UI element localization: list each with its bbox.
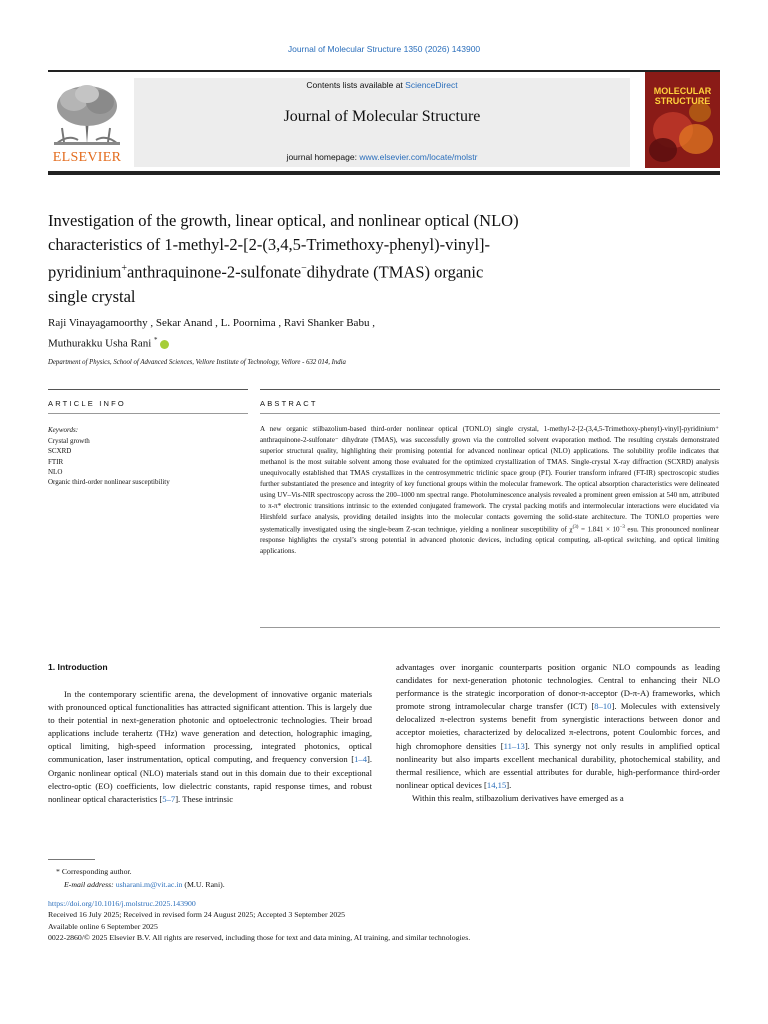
paragraph: Within this realm, stilbazolium derivatives have emerged as a [412, 792, 624, 803]
bibliographic-info [48, 898, 728, 943]
copyright: 0022-2860/© 2025 Elsevier B.V. All rights are reserved, including those for text and data mining, AI training, and similar technologies. [48, 932, 471, 942]
abstract-end-rule [260, 627, 720, 628]
keyword-item: Crystal growth [48, 437, 90, 445]
affiliation: Department of Physics, School of Advanced Sciences, Vellore Institute of Technology, Vellore - 632 014, India [48, 359, 346, 366]
cover-title: MOLECULAR STRUCTURE [653, 86, 712, 106]
abstract-heading: ABSTRACT [260, 399, 318, 408]
section-heading-introduction: 1. Introduction [48, 662, 108, 672]
corresponding-note: Corresponding author. [59, 867, 132, 876]
abstract-rule [260, 389, 720, 390]
authors-line1[interactable]: Raji Vinayagamoorthy , Sekar Anand , L. Poornima , Ravi Shanker Babu , [48, 317, 375, 329]
citation-link[interactable]: 1–4 [354, 754, 367, 765]
keyword-item: SCXRD [48, 447, 72, 456]
doi-link[interactable]: https://doi.org/10.1016/j.molstruc.2025.143900 [48, 899, 196, 908]
authors-line2[interactable]: Muthurakku Usha Rani [48, 337, 152, 350]
citation-link[interactable]: 8–10 [594, 701, 612, 712]
header-top-rule [48, 70, 720, 72]
journal-cover-image[interactable] [645, 72, 720, 168]
contents-line [134, 80, 630, 90]
keyword-item: Organic third-order nonlinear susceptibility [48, 478, 170, 487]
email-link[interactable]: usharani.m@vit.ac.in [115, 879, 183, 889]
author-list [48, 315, 648, 353]
keyword-item: NLO [48, 467, 63, 476]
orcid-icon[interactable] [160, 340, 169, 349]
homepage-link[interactable]: www.elsevier.com/locate/molstr [359, 152, 478, 162]
body-column-left: In the contemporary scientific arena, the development of innovative organic materials with pronounced optical functionalities has attracted significant attention. This is largely due to their potential in next-generation photonic and optoelectronic technologies. Their broad applications include terahertz (THz) wave generation and detection, holographic imaging, optical limiting, high-speed information processing, integrated photonics, optical communication, laser instrumentation, optical computing, and frequency conversion [1–4]. Organic nonlinear optical (NLO) materials stand out in this domain due to their exceptional electro-optic (EO) coefficients, low dielectric constants, rapid response times, and robust nonlinear optical characteristics [5–7]. These intrinsic [48, 689, 372, 804]
abstract-divider [260, 413, 720, 414]
journal-reference[interactable]: Journal of Molecular Structure 1350 (2026) 143900 [287, 44, 481, 54]
body-column-right: advantages over inorganic counterparts position organic NLO compounds as leading candidates for next-generation photonic technologies. Central to enhancing their NLO performance is the strategic incorporation of donor-π-acceptor (D-π-A) frameworks, which promote strong intramolecular charge transfer (ICT) [8–10]. Molecules with extensively delocalized π-electron systems benefit from synergistic interactions between donor and acceptor moieties, characterized by delocalized π-electrons, potent Coulombic forces, and high chromophore densities [11–13]. This synergy not only results in amplified optical nonlinearity but also imparts excellent mechanical durability, photochemical stability, and thermal resilience, which are essential attributes for durable, high-performance third-order nonlinear optical devices [14,15]. Within this realm, stilbazolium derivatives have emerged as a [396, 661, 720, 805]
keywords-list [48, 436, 170, 487]
footnotes: * Corresponding author. E-mail address: usharani.m@vit.ac.in (M.U. Rani). [56, 867, 225, 889]
journal-title: Journal of Molecular Structure [283, 108, 481, 125]
corresponding-mark[interactable]: * [154, 336, 158, 344]
citation-link[interactable]: 11–13 [503, 740, 525, 751]
elsevier-wordmark: ELSEVIER [52, 150, 122, 165]
citation-link[interactable]: 14,15 [486, 779, 507, 790]
article-title: Investigation of the growth, linear optical, and nonlinear optical (NLO) characteristics of 1-methyl-2-[2-(3,4,5-Trimethoxy-phenyl)-vinyl]- pyridinium+anthraquinone-2-sulfonate−dihydrate (TMAS) organic single crystal [48, 211, 519, 306]
article-info-divider [48, 413, 248, 414]
available-online: Available online 6 September 2025 [48, 921, 158, 931]
article-info-heading: ARTICLE INFO [48, 399, 126, 408]
homepage-line [134, 152, 630, 162]
abstract-text: A new organic stilbazolium-based third-order nonlinear optical (TONLO) single crystal, 1-methyl-2-[2-(3,4,5-Trimethoxy-phenyl)-vinyl]-pyridinium⁺ anthraquinone-2-sulfonate⁻ dihydrate (TMAS), was successfully grown via the controlled solvent evaporation method. The resulting crystals demonstrated superior structural quality, highlighting their promising potential for advanced nonlinear optical (NLO) applications. The solubility profile indicates that methanol is the most suitable solvent among those evaluated for the optimized crystallization of TMAS. Single-crystal X-ray diffraction (SCXRD) analysis unequivocally established that TMAS crystallizes in the centrosymmetric triclinic space group (P1̄). Fourier transform infrared (FT-IR) spectroscopic studies further substantiated the presence and integrity of key functional groups within the molecular framework. The optical absorption characteristics were delineated using UV–Vis-NIR spectroscopy across the 200–1000 nm spectral range. Photoluminescence analysis revealed a prominent green emission at 540 nm, attributed to π-π* electronic transitions intrinsic to the extended conjugated framework. The crystal packing motifs and intermolecular interactions were elucidated via Hirshfeld surface analysis, providing detailed insights into the molecular contacts governing the solid-state architecture. The TONLO properties were systematically investigated using the single-beam Z-scan technique, yielding a nonlinear susceptibility of $\chi^{(3)} = 1.841 \times 10^{-3}$ esu. This pronounced nonlinear response highlights the crystal’s strong potential in advanced photonic devices, including optical computing, all-optical switching, and optical limiting applications. [260, 425, 719, 555]
article-info-rule [48, 389, 248, 390]
sciencedirect-link[interactable]: ScienceDirect [405, 80, 458, 90]
citation-link[interactable]: 5–7 [162, 793, 176, 804]
homepage-prefix: journal homepage: [286, 152, 360, 162]
footnote-rule [48, 859, 95, 860]
received-dates: Received 16 July 2025; Received in revised form 24 August 2025; Accepted 3 September 2025 [48, 910, 346, 920]
header-bottom-rule [48, 171, 720, 175]
keywords-label: Keywords: [48, 426, 79, 434]
contents-prefix: Contents lists available at [306, 80, 406, 90]
keyword-item: FTIR [48, 457, 64, 466]
